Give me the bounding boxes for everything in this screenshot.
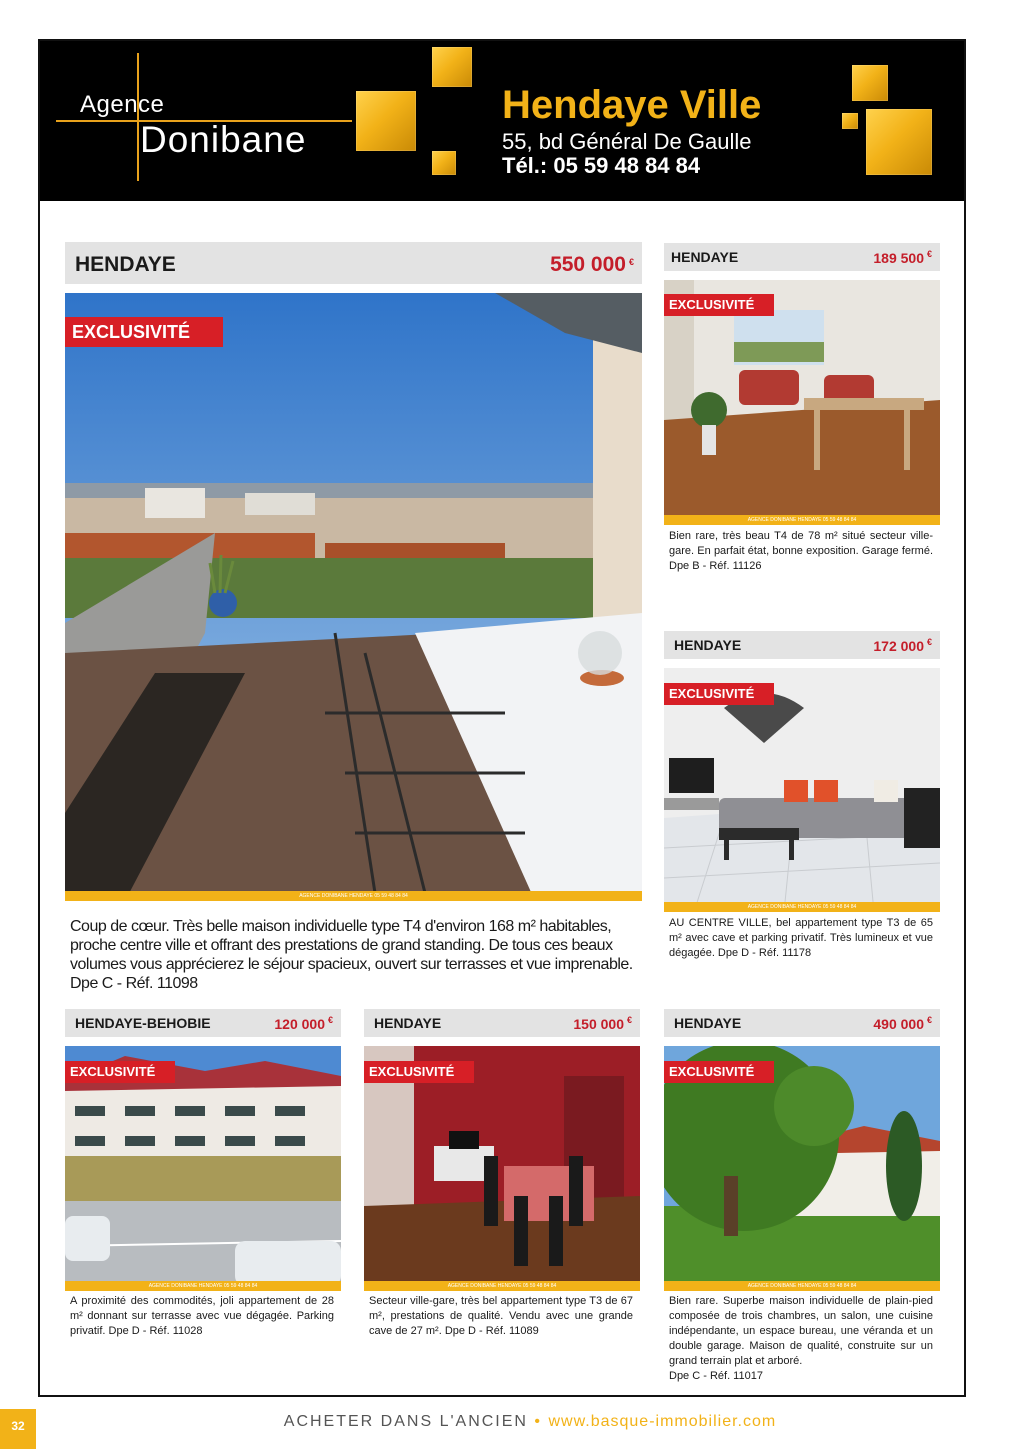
page-number: 32 [0,1409,36,1449]
photo-watermark: AGENCE DONIBANE HENDAYE 05 59 48 84 84 [65,891,642,901]
agency-city: Hendaye Ville [502,83,762,127]
listing-description: AU CENTRE VILLE, bel appartement type T3 de 65 m² avec cave et parking privatif. Très lumineux et vue dégagée. Dpe D - Réf. 11178 [669,917,933,959]
exclusive-badge: EXCLUSIVITÉ [664,294,774,316]
decor-square [432,47,472,87]
listing-title-bar [65,242,642,284]
photo-watermark: AGENCE DONIBANE HENDAYE 05 59 48 84 84 [664,515,940,525]
listing-description: Bien rare. Superbe maison individuelle de plain-pied composée de trois chambres, un salon, une cuisine indépendante, un espace bureau, une véranda et un double garage. Maison de qualité, construite sur un grand terrain plat et arboré. Dpe C - Réf. 11017 [669,1295,933,1382]
listing-location: HENDAYE [674,637,742,653]
listing-price: 120 000 € [274,1015,333,1032]
photo-watermark: AGENCE DONIBANE HENDAYE 05 59 48 84 84 [664,902,940,912]
decor-square [432,151,456,175]
listing-location: HENDAYE-BEHOBIE [75,1015,211,1031]
logo-agence-text: Agence [80,91,165,118]
listing-photo-lounge[interactable] [664,668,940,912]
decor-square [842,113,858,129]
listing-description: Coup de cœur. Très belle maison individuelle type T4 d'environ 168 m² habitables, proche centre ville et offrant des prestations de grand standing. De tous ces beaux volumes vous apprécierez le séjour spacieux, ouvert sur terrasses et vue imprenable. Dpe C - Réf. 11098 [70,918,633,992]
listing-photo-house-garden[interactable] [664,1046,940,1291]
listing-price: 150 000 € [573,1015,632,1032]
decor-square [852,65,888,101]
listing-photo-building[interactable] [65,1046,341,1291]
listing-photo-terrace[interactable] [65,293,642,901]
decor-square [356,91,416,151]
agency-address: 55, bd Général De Gaulle [502,129,752,154]
living-room-photo-illustration [664,280,940,525]
listing-title-bar [664,631,940,659]
terrace-photo-illustration [65,293,642,901]
exclusive-badge: EXCLUSIVITÉ [65,1061,175,1083]
agency-phone: Tél.: 05 59 48 84 84 [502,153,701,178]
listing-location: HENDAYE [374,1015,442,1031]
exclusive-badge: EXCLUSIVITÉ [664,1061,774,1083]
exclusive-badge: EXCLUSIVITÉ [664,683,774,705]
footer-separator: • [534,1413,543,1430]
photo-watermark: AGENCE DONIBANE HENDAYE 05 59 48 84 84 [664,1281,940,1291]
footer-website-link[interactable]: www.basque-immobilier.com [548,1413,777,1430]
listing-description: A proximité des commodités, joli appartement de 28 m² donnant sur terrasse avec vue dégagée. Parking privatif. Dpe D - Réf. 11028 [70,1295,334,1337]
page-footer [0,1413,1024,1431]
listing-price: 550 000 € [550,253,634,276]
listing-title-bar [664,1009,940,1037]
listing-price: 189 500 € [873,249,932,266]
listing-price: 490 000 € [873,1015,932,1032]
listing-dpe-ref: Dpe C - Réf. 11017 [669,1370,763,1382]
listing-location: HENDAYE [75,253,176,276]
listing-location: HENDAYE [674,1015,742,1031]
listing-title-bar [364,1009,640,1037]
logo-donibane-text: Donibane [140,119,307,160]
footer-section: ACHETER DANS L'ANCIEN [283,1413,528,1430]
listing-description: Secteur ville-gare, très bel appartement type T3 de 67 m², prestations de qualité. Vendu avec une grande cave de 27 m². Dpe D - Réf. 11089 [369,1295,633,1337]
listing-price: 172 000 € [873,637,932,654]
listing-dpe-ref: Dpe C - Réf. 11098 [70,975,198,992]
listing-description: Bien rare, très beau T4 de 78 m² situé secteur ville-gare. En parfait état, bonne exposition. Garage fermé. Dpe B - Réf. 11126 [669,530,933,572]
listing-location: HENDAYE [671,249,739,265]
decor-square [866,109,932,175]
listing-photo-dining-room[interactable] [364,1046,640,1291]
listing-photo-living-room[interactable] [664,280,940,525]
photo-watermark: AGENCE DONIBANE HENDAYE 05 59 48 84 84 [364,1281,640,1291]
photo-watermark: AGENCE DONIBANE HENDAYE 05 59 48 84 84 [65,1281,341,1291]
exclusive-badge: EXCLUSIVITÉ [65,317,223,347]
exclusive-badge: EXCLUSIVITÉ [364,1061,474,1083]
listing-title-bar [65,1009,341,1037]
listing-title-bar [664,243,940,271]
agency-header [40,41,964,201]
